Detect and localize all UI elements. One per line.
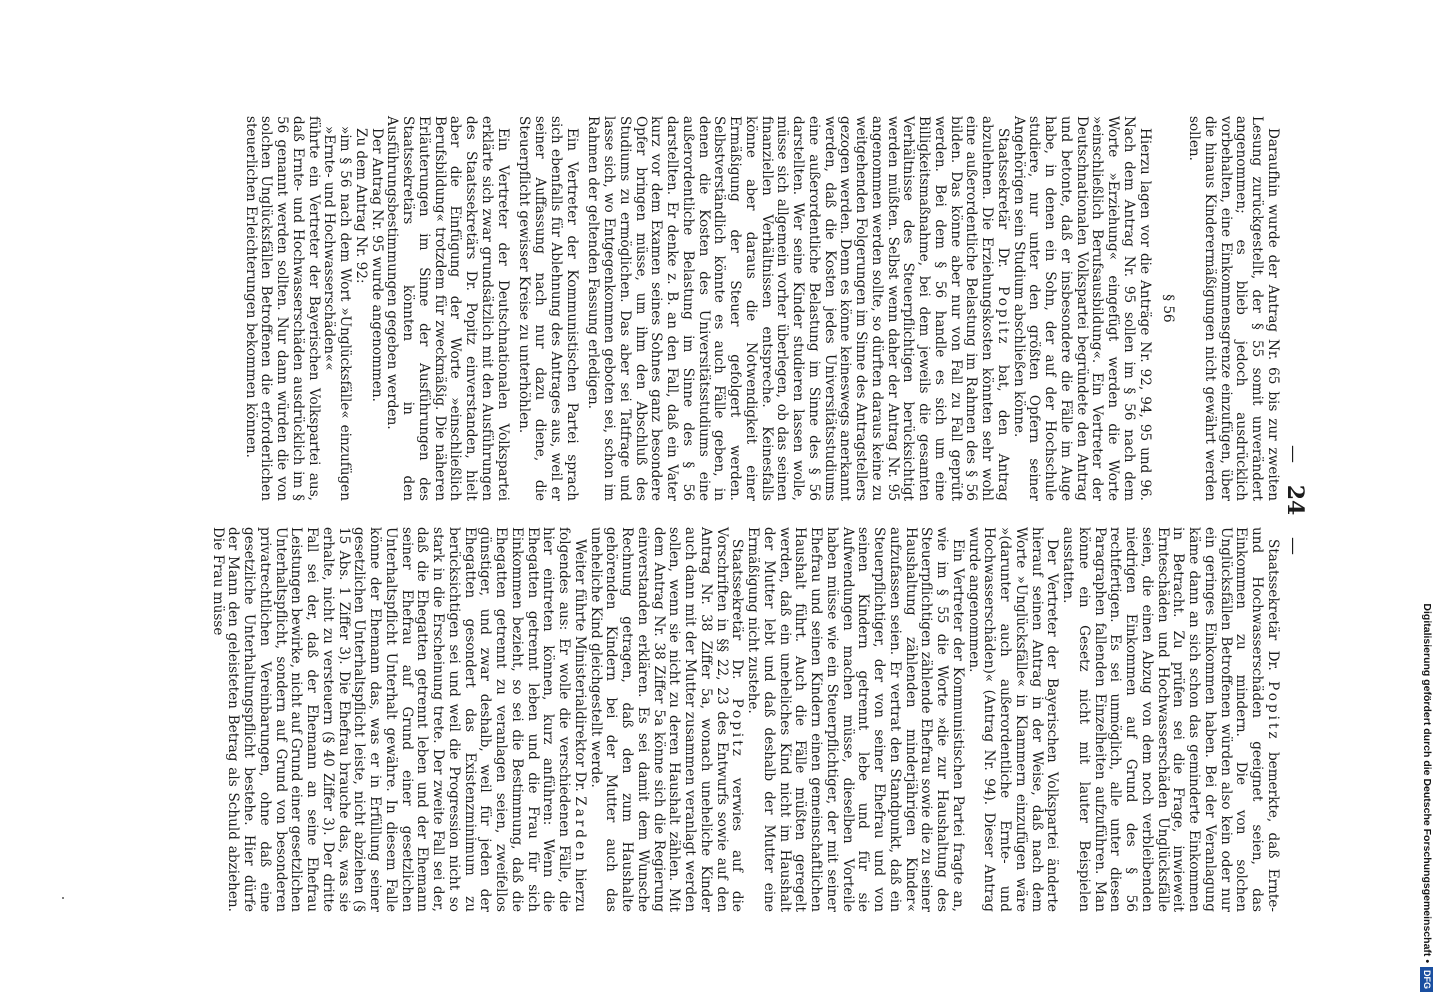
- left-column: [242, 116, 1280, 501]
- speaker-title: Staatssekretär Dr.: [995, 128, 1011, 268]
- paragraph: Ein Vertreter der Deutschnationalen Volkspartei erklärte sich zwar grundsätzlich mit den Ausführungen des Staatssekretärs Dr. Popitz einverstanden, hielt aber die Einfügung der Worte »einschließlich Berufsbildung« trotzdem für zweckmäßig. Die näheren Erläuterungen im Sinne der Ausführungen des Staatssekretärs könnten in den Ausführungsbestimmungen gegeben werden.: [384, 116, 511, 501]
- paragraph: [587, 527, 745, 912]
- paragraph: [585, 116, 1010, 501]
- paragraph: Der Vertreter der Bayerischen Volkspartei änderte hierauf seinen Antrag in der Weise, daß nach dem Worte »Unglücksfälle« in Klammern einzufügen wäre »(darunter auch außerordentliche Ernte- und Hochwasserschäden)« (Antrag Nr. 94). Dieser Antrag wurde angenommen.: [965, 527, 1061, 912]
- paragraph: Der Antrag Nr. 95 wurde angenommen.: [368, 128, 385, 402]
- speaker-title: Staatssekretär Dr.: [1265, 539, 1281, 671]
- page-header: [1278, 0, 1308, 1000]
- paragraph-text: verwies auf die Vorschriften in §§ 22, 23 des Entwurfs sowie auf den Antrag Nr. 38 Ziffer 5a, wonach uneheliche Kinder auch dann mit der Mutter zusammen veranlagt werden sollen, wenn sie nicht zu deren Haushalt zählen. Mit dem Antrag Nr. 38 Ziffer 5a könne sich die Regierung einverstanden erklären. Es sei damit dem Wunsche Rechnung getragen, daß den zum Haushalte gehörenden Kindern bei der Mutter auch das uneheliche Kind gleichgestellt werde.: [587, 527, 746, 913]
- speaker-title: Weiter führte Ministerialdirektor Dr.: [572, 539, 588, 792]
- header-dash-right: —: [1283, 536, 1304, 555]
- scan-speck: [62, 897, 64, 899]
- speaker-name: Popitz: [729, 698, 746, 759]
- page-number: 24: [1282, 484, 1308, 516]
- paragraph: Daraufhin wurde der Antrag Nr. 65 bis zur zweiten Lesung zurückgestellt, der § 55 somit unverändert angenommen; es blieb jedoch ausdrücklich vorbehalten, eine Einkommensgrenze einzufügen, über die hinaus Kinderermäßigungen nicht gewährt werden sollen.: [1186, 116, 1281, 501]
- funding-note: Digitalisierung gefördert durch die Deutsche Forschungsgemeinschaft •: [1421, 603, 1433, 963]
- paragraph: Ein Vertreter der Kommunistischen Partei fragte an, wie im § 55 die Worte »die zur Haushaltung des Steuerpflichtigen zählende Ehefrau sowie die zu seiner Haushaltung zählenden minderjährigen Kinder« aufzufassen seien. Er vertrat den Standpunkt, daß ein Steuerpflichtiger, der von seiner Ehefrau und von seinen Kindern getrennt lebe und für sie Aufwendungen machen müsse, dieselben Vorteile haben müsse wie ein Steuerpflichtiger, der mit seiner Ehefrau und seinen Kindern einen gemeinschaftlichen Haushalt führt. Auch die Fälle müßten geregelt werden, daß ein uneheliches Kind nicht im Haushalt der Mutter lebt und daß deshalb der Mutter eine Ermäßigung nicht zustehe.: [745, 527, 966, 912]
- paragraph-text: bat, den Antrag abzulehnen. Die Erziehungskosten könnten sehr wohl eine außerordentliche Belastung im Rahmen des § 56 bilden. Das könne aber nur von Fall zu Fall geprüft werden. Bei dem § 56 handle es sich um eine Billigkeitsmaßnahme, bei dem jeweils die gesamten Verhältnisse des Steuerpflichtigen berücksichtigt werden müßten. Selbst wenn daher der Antrag Nr. 95 angenommen werden sollte, so dürften daraus keine zu weitgehenden Folgerungen im Sinne des Antragstellers gezogen werden. Denn es könne keineswegs anerkannt werden, daß die Kosten jedes Universitätsstudiums eine außerordentliche Belastung im Sinne des § 56 darstellten. Wer seine Kinder studieren lassen wolle, müsse sich allgemein vorher überlegen, ob das seinen finanziellen Verhältnissen entspreche. Keinesfalls könne aber daraus die Notwendigkeit einer Ermäßigung der Steuer gefolgert werden. Selbstverständlich könnte es auch Fälle geben, in denen die Kosten des Universitätsstudiums eine außerordentliche Belastung im Sinne des § 56 darstellten. Er denke z. B. an den Fall, daß ein Vater kurz vor dem Examen seines Sohnes ganz besondere Opfer bringen müsse, um ihm den Abschluß des Studiums zu ermöglichen. Das aber sei Tatfrage und lasse sich, wo Entgegenkommen geboten sei, schon im Rahmen der geltenden Fassung erledigen.: [585, 116, 1011, 501]
- digitization-note: [1420, 8, 1434, 992]
- speaker-title: Staatssekretär Dr.: [729, 539, 746, 680]
- dfg-logo[interactable]: DFG: [1420, 967, 1433, 992]
- digitization-sidebar: [1420, 8, 1434, 992]
- paragraph: Zu dem Antrag Nr. 92:: [353, 128, 369, 284]
- paragraph: [209, 527, 587, 912]
- header-dash-left: —: [1283, 445, 1304, 464]
- right-column: [209, 527, 1280, 912]
- speaker-name: Popitz: [1265, 681, 1281, 742]
- quoted-motion: »im § 56 nach dem Wort »Unglücksfälle« einzufügen »Ernte- und Hochwasserschäden««: [321, 126, 354, 501]
- paragraph: Ein Vertreter der Kommunistischen Partei sprach sich ebenfalls für Ablehnung des Antrages aus, weil er seiner Auffassung nach nur dazu diene, die Steuerpflicht gewisser Kreise zu unterhöhlen.: [516, 116, 580, 501]
- speaker-name: Zarden: [572, 796, 588, 864]
- paragraph: [1060, 527, 1281, 912]
- paragraph: Hierzu lagen vor die Anträge Nr. 92, 94, 95 und 96. Nach dem Antrag Nr. 95 sollen im § 56 nach dem Worte »Erziehung« eingefügt werden die Worte »einschließlich Berufsausbildung«. Ein Vertreter der Deutschnationalen Volkspartei begründete den Antrag und betonte, daß er insbesondere die Fälle im Auge habe, in denen ein Sohn, der auf der Hochschule studiere, nur unter den größten Opfern seiner Angehörigen sein Studium abschließen könne.: [1010, 116, 1153, 501]
- paragraph: führte ein Vertreter der Bayerischen Volkspartei aus, daß Ernte- und Hochwasserschäden ausdrücklich im § 56 genannt werden sollten. Nur dann würden die von solchen Unglücksfällen Betroffenen die erforderlichen steuerlichen Erleichterungen bekommen können.: [242, 116, 322, 501]
- section-heading: § 56: [1160, 294, 1177, 323]
- paragraph-text: hierzu folgendes aus: Er wolle die verschiedenen Fälle, die hier eintreten können, kurz anführen: Wenn die Ehegatten getrennt leben und die Frau für sich Einkommen bezieht, so sei die Bestimmung, daß die Ehegatten getrennt zu veranlagen seien, zweifellos günstiger, und zwar deshalb, weil für jeden der Ehegatten gesondert das Existenzminimum zu berücksichtigen sei und weil die Progression nicht so stark in die Erscheinung trete. Der zweite Fall sei der, daß die Ehegatten getrennt leben und der Ehemann seiner Ehefrau auf Grund einer gesetzlichen Unterhaltspflicht Unterhalt gewähre. In diesem Falle könne der Ehemann das, was er in Erfüllung seiner gesetzlichen Unterhaltspflicht leiste, nicht abziehen (§ 15 Abs. 1 Ziffer 3). Die Ehefrau brauche das, was sie erhalte, nicht zu versteuern (§ 40 Ziffer 3). Der dritte Fall sei der, daß der Ehemann an seine Ehefrau Leistungen bewirke, nicht auf Grund einer gesetzlichen Unterhaltspflicht, sondern auf Grund von besonderen privatrechtlichen Vereinbarungen, ohne daß eine gesetzliche Unterhaltungspflicht bestehe. Hier dürfe der Mann den geleisteten Betrag als Schuld abziehen. Die Frau müsse: [209, 527, 588, 912]
- speaker-name: Popitz: [995, 286, 1011, 347]
- paragraph-text: bemerkte, daß Ernte- und Hochwasserschäden geeignet seien, das Einkommen zu mindern. Die von solchen Unglücksfällen Betroffenen würden also kein oder nur ein geringes Einkommen haben. Bei der Veranlagung käme dann an sich schon das geminderte Einkommen in Betracht. Zu prüfen sei die Frage, inwieweit Ernteschäden und Hochwasserschäden Unglücksfälle seien, die einen Abzug von dem noch verbleibenden niedrigen Einkommen auf Grund des § 56 rechtfertigen. Es sei unmöglich, alle unter diesen Paragraphen fallenden Einzelheiten aufzuführen. Man könne ein Gesetz nicht mit lauter Beispielen ausstatten.: [1060, 527, 1281, 913]
